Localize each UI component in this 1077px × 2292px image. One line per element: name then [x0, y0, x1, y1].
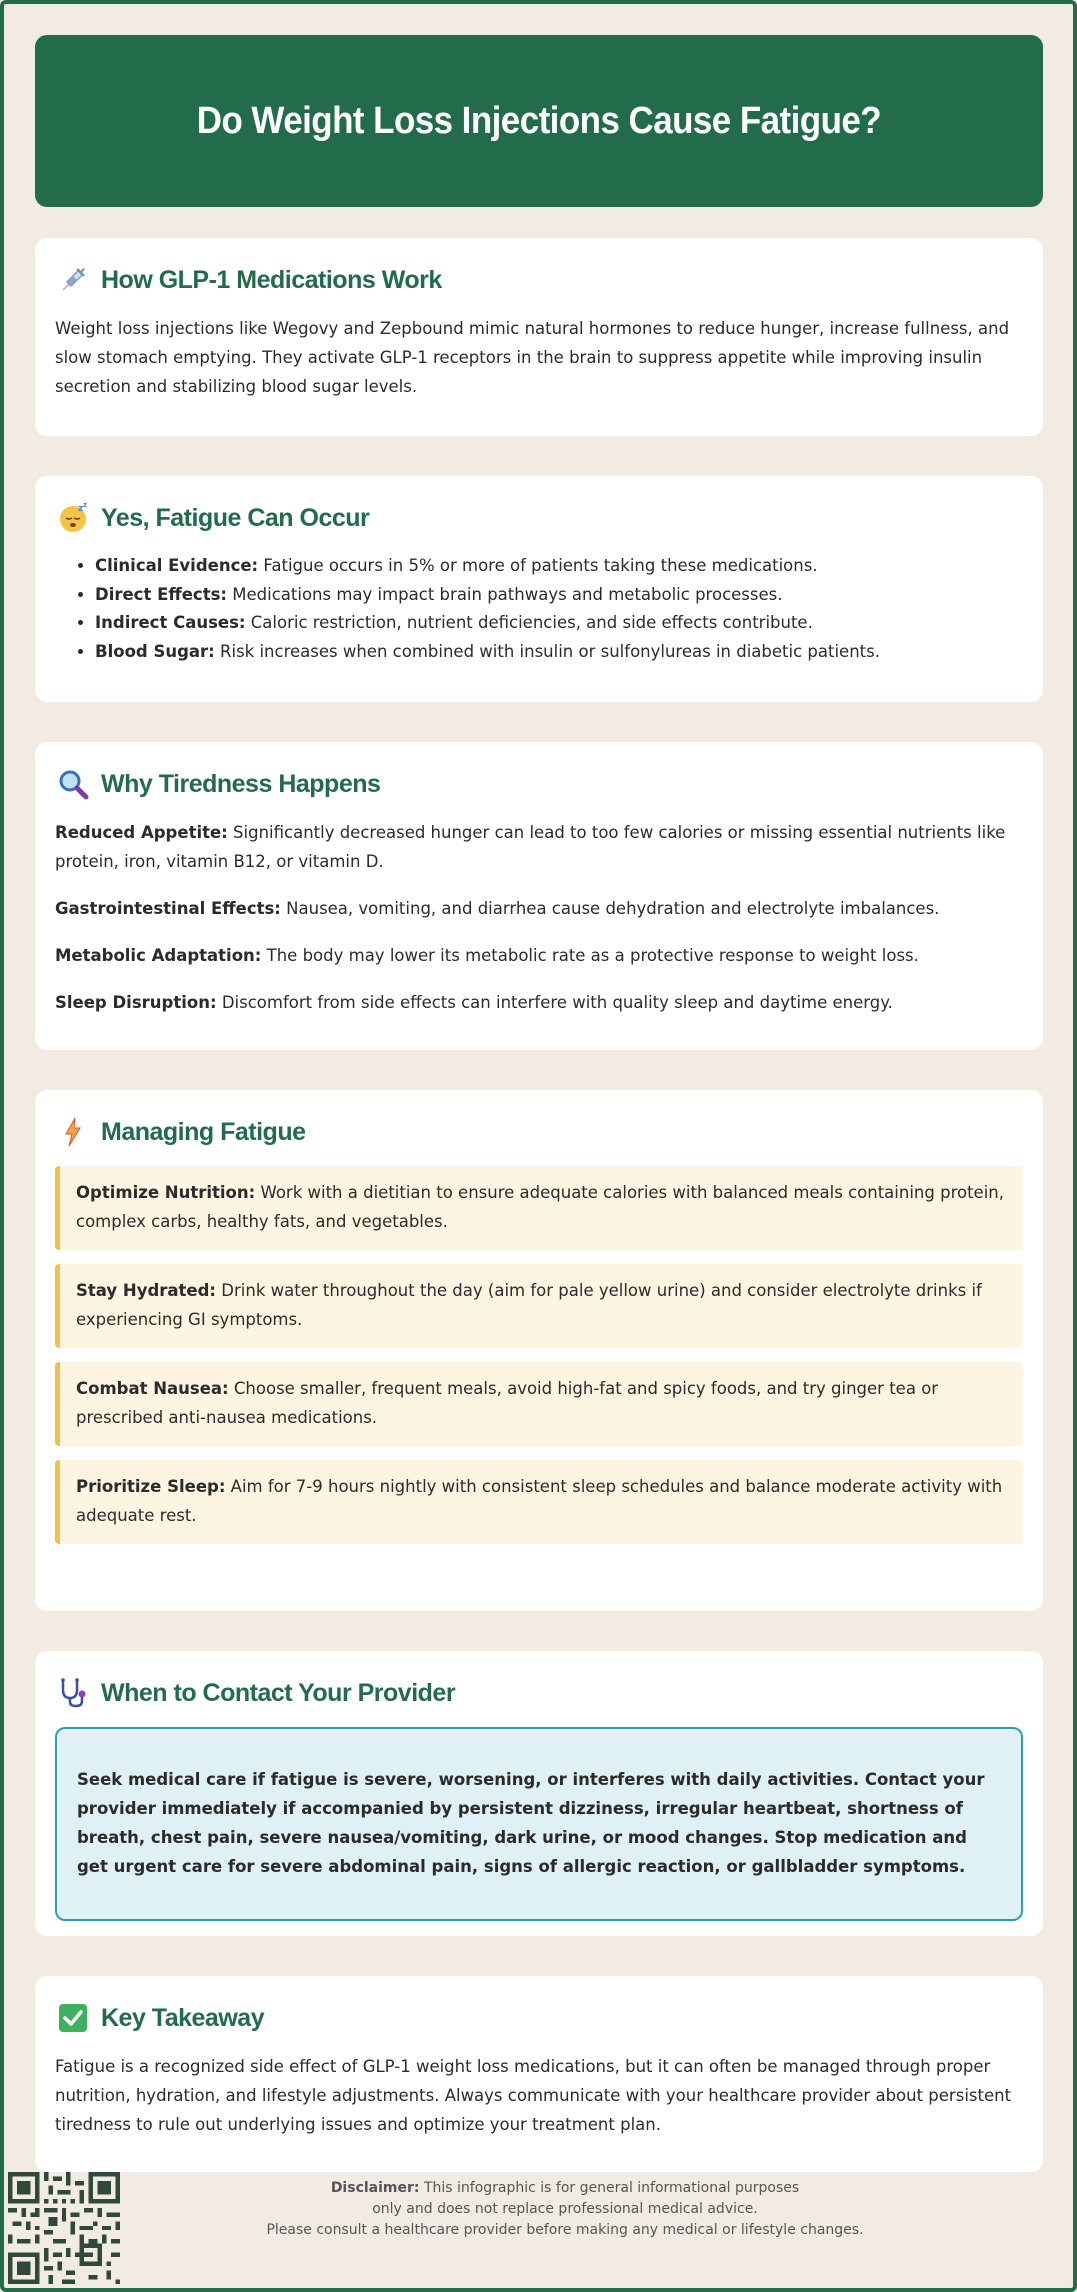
card-header	[55, 1112, 1023, 1152]
card-title: How GLP-1 Medications Work	[101, 265, 442, 294]
page-title: Do Weight Loss Injections Cause Fatigue?	[196, 99, 882, 142]
card-header	[55, 1673, 1023, 1713]
disclaimer: Disclaimer: This infographic is for general informational purposes only and does not replace professional medical advice. Please consult a healthcare provider before making any medical or lifestyle changes.	[266, 2180, 864, 2238]
card-title: Yes, Fatigue Can Occur	[101, 503, 370, 532]
card-title: Managing Fatigue	[101, 1117, 306, 1146]
header-banner	[35, 35, 1043, 207]
managing-fatigue-card	[35, 1090, 1043, 1611]
list-item: • Blood Sugar: Risk increases when combined with insulin or sulfonylureas in diabetic patients.	[95, 638, 1023, 667]
fatigue-facts-list	[55, 552, 1023, 666]
list-item: • Direct Effects: Medications may impact brain pathways and metabolic processes.	[95, 581, 1023, 610]
list-item: • Clinical Evidence: Fatigue occurs in 5% or more of patients taking these medications.	[95, 552, 1023, 581]
infographic	[35, 35, 1043, 2134]
check-mark-icon	[55, 2000, 91, 2036]
contact-provider-card	[35, 1651, 1043, 1936]
why-tiredness-card	[35, 742, 1043, 1050]
card-text: Weight loss injections like Wegovy and Zepbound mimic natural hormones to reduce hunger, increase fullness, and slow stomach emptying. They activate GLP-1 receptors in the brain to suppress appetite while improving insulin secretion and stabilizing blood sugar levels.	[55, 319, 1010, 396]
card-header	[55, 260, 1023, 300]
how-glp1-card	[35, 238, 1043, 436]
tip-box: Optimize Nutrition: Work with a dietitian to ensure adequate calories with balanced meals containing protein, complex carbs, healthy fats, and vegetables.	[55, 1166, 1023, 1250]
svg-text:z: z	[78, 504, 84, 514]
card-title: Key Takeaway	[101, 2003, 265, 2032]
card-text: Fatigue is a recognized side effect of GLP-1 weight loss medications, but it can often be managed through proper nutrition, hydration, and lifestyle adjustments. Always communicate with your healthcare provider about persistent tiredness to rule out underlying issues and optimize your treatment plan.	[55, 2057, 1012, 2134]
reason-item: Reduced Appetite: Significantly decreased hunger can lead to too few calories or missing essential nutrients like protein, iron, vitamin B12, or vitamin D.	[55, 823, 1006, 871]
list-item: • Indirect Causes: Caloric restriction, nutrient deficiencies, and side effects contribute.	[95, 609, 1023, 638]
card-title: Why Tiredness Happens	[101, 769, 381, 798]
reason-item: Sleep Disruption: Discomfort from side effects can interfere with quality sleep and daytime energy.	[55, 993, 893, 1012]
sleepy-face-icon	[55, 500, 91, 536]
stethoscope-icon	[55, 1675, 91, 1711]
card-header	[55, 764, 1023, 804]
svg-text:z: z	[83, 502, 88, 509]
footer	[35, 2172, 1043, 2272]
key-takeaway-card	[35, 1976, 1043, 2172]
tip-box: Prioritize Sleep: Aim for 7-9 hours nightly with consistent sleep schedules and balance moderate activity with adequate rest.	[55, 1460, 1023, 1544]
lightning-icon	[55, 1114, 91, 1150]
card-header	[55, 1998, 1023, 2038]
tip-box: Stay Hydrated: Drink water throughout the day (aim for pale yellow urine) and consider electrolyte drinks if experiencing GI symptoms.	[55, 1264, 1023, 1348]
qr-code	[8, 2172, 120, 2284]
tip-box: Combat Nausea: Choose smaller, frequent meals, avoid high-fat and spicy foods, and try ginger tea or prescribed anti-nausea medications.	[55, 1362, 1023, 1446]
disclaimer-label: Disclaimer:	[330, 2180, 420, 2196]
warning-box: Seek medical care if fatigue is severe, worsening, or interferes with daily activities. Contact your provider immediately if accompanied by persistent dizziness, irregular heartbeat, shortness of breath, chest pain, severe nausea/vomiting, dark urine, or mood changes. Stop medication and get urgent care for severe abdominal pain, signs of allergic reaction, or gallbladder symptoms.	[55, 1727, 1023, 1921]
card-header	[55, 498, 1023, 538]
reason-item: Gastrointestinal Effects: Nausea, vomiting, and diarrhea cause dehydration and electrolyte imbalances.	[55, 899, 940, 918]
fatigue-occurs-card	[35, 476, 1043, 702]
magnifying-glass-icon	[55, 766, 91, 802]
syringe-icon	[55, 262, 91, 298]
reason-item: Metabolic Adaptation: The body may lower its metabolic rate as a protective response to weight loss.	[55, 946, 919, 965]
card-title: When to Contact Your Provider	[101, 1678, 456, 1707]
